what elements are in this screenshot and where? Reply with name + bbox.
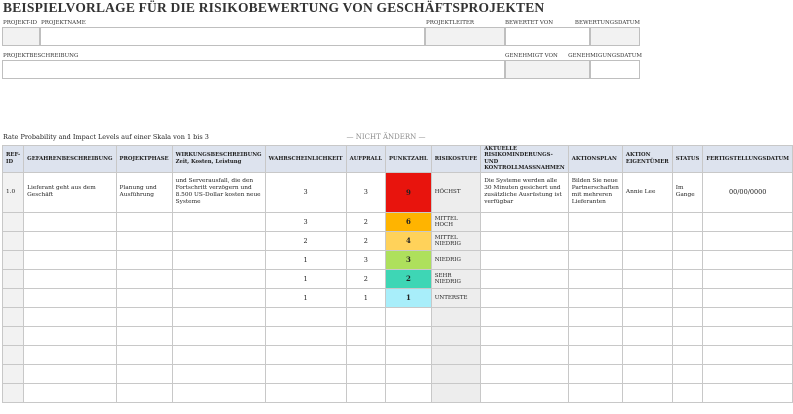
table-row — [3, 326, 793, 345]
risk-level-cell[interactable] — [431, 383, 480, 402]
completion-date-cell[interactable] — [703, 345, 793, 364]
table-header-row — [3, 146, 793, 173]
score-cell[interactable] — [386, 307, 432, 326]
risk-level-cell[interactable] — [431, 364, 480, 383]
hazard-cell[interactable]: Lieferant geht aus dem Geschäft — [24, 172, 116, 212]
col-project-phase: PROJEKTPHASE — [116, 146, 172, 173]
status-cell[interactable] — [672, 364, 703, 383]
probability-cell[interactable] — [265, 345, 346, 364]
project-description-field[interactable] — [2, 60, 505, 79]
mitigation-cell[interactable]: Die Systeme werden alle 30 Minuten gesichert und zusätzliche Ausrüstung ist verfügbar — [481, 172, 569, 212]
risk-level-cell[interactable]: UNTERSTE — [431, 288, 480, 307]
mitigation-cell[interactable] — [481, 307, 569, 326]
impact-cell[interactable] — [346, 345, 385, 364]
approved-by-field[interactable] — [505, 60, 590, 79]
table-row — [3, 172, 793, 212]
scale-note: Rate Probability and Impact Levels auf einer Skala von 1 bis 3 — [3, 133, 209, 141]
hazard-cell[interactable] — [24, 231, 116, 250]
impact-description-cell[interactable] — [172, 307, 265, 326]
action-owner-cell[interactable] — [622, 307, 672, 326]
mitigation-cell[interactable] — [481, 212, 569, 231]
col-impact-description: WIRKUNGSBESCHREIBUNG Zeit, Kosten, Leistung — [172, 146, 265, 173]
col-completion-date: FERTIGSTELLUNGSDATUM — [703, 146, 793, 173]
approval-date-label: GENEHMIGUNGSDATUM — [568, 53, 642, 59]
score-cell[interactable]: 6 — [386, 212, 432, 231]
completion-date-cell[interactable] — [703, 269, 793, 288]
impact-cell[interactable]: 3 — [346, 172, 385, 212]
hazard-cell[interactable] — [24, 250, 116, 269]
action-owner-cell[interactable] — [622, 269, 672, 288]
action-owner-cell[interactable] — [622, 345, 672, 364]
risk-level-cell[interactable]: MITTEL NIEDRIG — [431, 231, 480, 250]
score-cell[interactable]: 1 — [386, 288, 432, 307]
impact-description-cell[interactable] — [172, 326, 265, 345]
score-cell[interactable] — [386, 326, 432, 345]
col-action-plan: AKTIONSPLAN — [568, 146, 622, 173]
status-cell[interactable] — [672, 212, 703, 231]
risk-table — [2, 145, 793, 403]
hazard-cell[interactable] — [24, 269, 116, 288]
ref-id-cell[interactable] — [3, 231, 24, 250]
hazard-cell[interactable] — [24, 288, 116, 307]
risk-level-cell[interactable]: SEHR NIEDRIG — [431, 269, 480, 288]
completion-date-cell[interactable] — [703, 326, 793, 345]
table-row — [3, 231, 793, 250]
probability-cell[interactable]: 1 — [265, 288, 346, 307]
status-cell[interactable] — [672, 269, 703, 288]
approval-date-field[interactable] — [590, 60, 640, 79]
table-row — [3, 307, 793, 326]
action-plan-cell[interactable] — [568, 250, 622, 269]
impact-cell[interactable]: 3 — [346, 250, 385, 269]
mitigation-cell[interactable] — [481, 364, 569, 383]
mitigation-cell[interactable] — [481, 269, 569, 288]
table-row — [3, 269, 793, 288]
action-owner-cell[interactable] — [622, 364, 672, 383]
action-plan-cell[interactable] — [568, 212, 622, 231]
completion-date-cell[interactable] — [703, 288, 793, 307]
col-action-owner: AKTION EIGENTÜMER — [622, 146, 672, 173]
ref-id-cell[interactable] — [3, 250, 24, 269]
risk-level-cell[interactable] — [431, 326, 480, 345]
mitigation-cell[interactable] — [481, 231, 569, 250]
col-ref-id: REF-ID — [3, 146, 24, 173]
ref-id-cell[interactable] — [3, 326, 24, 345]
phase-cell[interactable] — [116, 307, 172, 326]
table-row — [3, 212, 793, 231]
completion-date-cell[interactable] — [703, 383, 793, 402]
status-cell[interactable] — [672, 345, 703, 364]
impact-description-cell[interactable] — [172, 269, 265, 288]
project-name-field[interactable] — [40, 27, 425, 46]
impact-cell[interactable] — [346, 307, 385, 326]
probability-cell[interactable]: 3 — [265, 172, 346, 212]
action-plan-cell[interactable]: Bilden Sie neue Partnerschaften mit mehreren Lieferanten — [568, 172, 622, 212]
probability-cell[interactable] — [265, 364, 346, 383]
hazard-cell[interactable] — [24, 212, 116, 231]
ref-id-cell[interactable] — [3, 212, 24, 231]
phase-cell[interactable]: Planung und Ausführung — [116, 172, 172, 212]
completion-date-cell[interactable] — [703, 364, 793, 383]
col-score: PUNKTZAHL — [386, 146, 432, 173]
col-risk-level: RISIKOSTUFE — [431, 146, 480, 173]
phase-cell[interactable] — [116, 250, 172, 269]
completion-date-cell[interactable] — [703, 212, 793, 231]
score-cell[interactable]: 9 — [386, 172, 432, 212]
impact-description-cell[interactable] — [172, 288, 265, 307]
assessed-by-field[interactable] — [505, 27, 590, 46]
ref-id-cell[interactable] — [3, 345, 24, 364]
hazard-cell[interactable] — [24, 307, 116, 326]
completion-date-cell[interactable]: 00/00/0000 — [703, 172, 793, 212]
completion-date-cell[interactable] — [703, 250, 793, 269]
project-id-field[interactable] — [2, 27, 40, 46]
mitigation-cell[interactable] — [481, 288, 569, 307]
status-cell[interactable] — [672, 307, 703, 326]
status-cell[interactable]: Im Gange — [672, 172, 703, 212]
action-owner-cell[interactable] — [622, 212, 672, 231]
phase-cell[interactable] — [116, 288, 172, 307]
score-cell[interactable]: 3 — [386, 250, 432, 269]
table-row — [3, 364, 793, 383]
project-manager-label: PROJEKTLEITER — [426, 20, 475, 26]
probability-cell[interactable]: 1 — [265, 250, 346, 269]
risk-level-cell[interactable]: MITTEL HOCH — [431, 212, 480, 231]
impact-cell[interactable]: 1 — [346, 288, 385, 307]
impact-description-cell[interactable] — [172, 364, 265, 383]
hazard-cell[interactable] — [24, 345, 116, 364]
phase-cell[interactable] — [116, 345, 172, 364]
mitigation-cell[interactable] — [481, 326, 569, 345]
status-cell[interactable] — [672, 383, 703, 402]
project-manager-field[interactable] — [425, 27, 505, 46]
impact-description-cell[interactable] — [172, 231, 265, 250]
impact-description-cell[interactable] — [172, 250, 265, 269]
action-plan-cell[interactable] — [568, 364, 622, 383]
action-plan-cell[interactable] — [568, 269, 622, 288]
hazard-cell[interactable] — [24, 364, 116, 383]
col-mitigation: AKTUELLE RISIKOMINDERUNGS- UND KONTROLLMASSNAHMEN — [481, 146, 569, 173]
action-owner-cell[interactable] — [622, 231, 672, 250]
status-cell[interactable] — [672, 288, 703, 307]
phase-cell[interactable] — [116, 383, 172, 402]
score-cell[interactable]: 2 — [386, 269, 432, 288]
probability-cell[interactable]: 2 — [265, 231, 346, 250]
mitigation-cell[interactable] — [481, 345, 569, 364]
risk-level-cell[interactable] — [431, 307, 480, 326]
table-row — [3, 250, 793, 269]
status-cell[interactable] — [672, 326, 703, 345]
table-row — [3, 345, 793, 364]
col-status: STATUS — [672, 146, 703, 173]
risk-level-cell[interactable]: NIEDRIG — [431, 250, 480, 269]
phase-cell[interactable] — [116, 364, 172, 383]
hazard-cell[interactable] — [24, 383, 116, 402]
impact-description-cell[interactable] — [172, 383, 265, 402]
project-id-label: PROJEKT-ID — [3, 20, 38, 26]
hazard-cell[interactable] — [24, 326, 116, 345]
probability-cell[interactable] — [265, 307, 346, 326]
score-cell[interactable] — [386, 383, 432, 402]
risk-level-cell[interactable] — [431, 345, 480, 364]
impact-cell[interactable]: 2 — [346, 231, 385, 250]
ref-id-cell[interactable] — [3, 307, 24, 326]
assessment-date-field[interactable] — [590, 27, 640, 46]
action-owner-cell[interactable] — [622, 326, 672, 345]
phase-cell[interactable] — [116, 231, 172, 250]
action-plan-cell[interactable] — [568, 307, 622, 326]
impact-cell[interactable] — [346, 364, 385, 383]
impact-cell[interactable] — [346, 383, 385, 402]
action-owner-cell[interactable]: Annie Lee — [622, 172, 672, 212]
mitigation-cell[interactable] — [481, 250, 569, 269]
col-impact: AUFPRALL — [346, 146, 385, 173]
do-not-change-note: — NICHT ÄNDERN — — [346, 133, 426, 141]
impact-cell[interactable]: 2 — [346, 269, 385, 288]
action-owner-cell[interactable] — [622, 383, 672, 402]
project-description-label: PROJEKTBESCHREIBUNG — [3, 53, 79, 59]
ref-id-cell[interactable]: 1.0 — [3, 172, 24, 212]
probability-cell[interactable]: 3 — [265, 212, 346, 231]
phase-cell[interactable] — [116, 326, 172, 345]
assessed-by-label: BEWERTET VON — [505, 20, 554, 26]
col-probability: WAHRSCHEINLICHKEIT — [265, 146, 346, 173]
action-owner-cell[interactable] — [622, 250, 672, 269]
probability-cell[interactable] — [265, 383, 346, 402]
probability-cell[interactable] — [265, 326, 346, 345]
impact-description-cell[interactable] — [172, 345, 265, 364]
phase-cell[interactable] — [116, 269, 172, 288]
col-hazard-description: GEFAHRENBESCHREIBUNG — [24, 146, 116, 173]
assessment-date-label: BEWERTUNGSDATUM — [574, 20, 640, 26]
status-cell[interactable] — [672, 231, 703, 250]
action-plan-cell[interactable] — [568, 383, 622, 402]
probability-cell[interactable]: 1 — [265, 269, 346, 288]
completion-date-cell[interactable] — [703, 231, 793, 250]
status-cell[interactable] — [672, 250, 703, 269]
score-cell[interactable] — [386, 345, 432, 364]
action-owner-cell[interactable] — [622, 288, 672, 307]
approved-by-label: GENEHMIGT VON — [505, 53, 558, 59]
table-row — [3, 288, 793, 307]
score-cell[interactable]: 4 — [386, 231, 432, 250]
score-cell[interactable] — [386, 364, 432, 383]
ref-id-cell[interactable] — [3, 288, 24, 307]
impact-cell[interactable]: 2 — [346, 212, 385, 231]
action-plan-cell[interactable] — [568, 231, 622, 250]
impact-description-cell[interactable] — [172, 212, 265, 231]
mitigation-cell[interactable] — [481, 383, 569, 402]
page-title: BEISPIELVORLAGE FÜR DIE RISIKOBEWERTUNG VON GESCHÄFTSPROJEKTEN — [3, 0, 545, 15]
action-plan-cell[interactable] — [568, 345, 622, 364]
impact-description-cell[interactable]: und Serverausfall, die den Fortschritt verzögern und 8.500 US-Dollar kosten neue Systeme — [172, 172, 265, 212]
risk-level-cell[interactable]: HÖCHST — [431, 172, 480, 212]
ref-id-cell[interactable] — [3, 383, 24, 402]
table-row — [3, 383, 793, 402]
completion-date-cell[interactable] — [703, 307, 793, 326]
phase-cell[interactable] — [116, 212, 172, 231]
project-name-label: PROJEKTNAME — [41, 20, 86, 26]
action-plan-cell[interactable] — [568, 288, 622, 307]
impact-cell[interactable] — [346, 326, 385, 345]
ref-id-cell[interactable] — [3, 269, 24, 288]
ref-id-cell[interactable] — [3, 364, 24, 383]
action-plan-cell[interactable] — [568, 326, 622, 345]
